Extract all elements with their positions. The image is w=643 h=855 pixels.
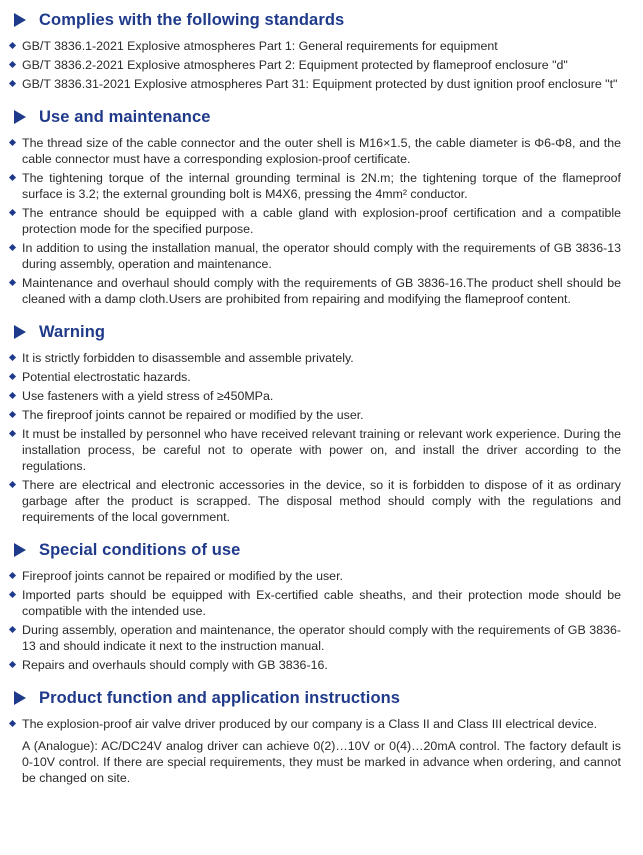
triangle-bullet-icon [14, 325, 26, 339]
list-item-text: Fireproof joints cannot be repaired or modified by the user. [22, 569, 343, 583]
bullet-list [8, 350, 621, 525]
list-item-text: The explosion-proof air valve driver produced by our company is a Class II and Class III electrical device. [22, 717, 598, 731]
list-item-text: Maintenance and overhaul should comply with the requirements of GB 3836-16.The product shell should be cleaned with a damp cloth.Users are prohibited from repairing and modifying the flameproof content. [22, 276, 621, 306]
bullet-list [8, 716, 621, 732]
diamond-bullet-icon [9, 209, 16, 216]
triangle-bullet-icon [14, 543, 26, 557]
section-heading [8, 320, 621, 344]
diamond-bullet-icon [9, 42, 16, 49]
section-heading [8, 538, 621, 562]
list-item-text: In addition to using the installation manual, the operator should comply with the requirements of GB 3836-13 during assembly, operation and maintenance. [22, 241, 621, 271]
analogue-description: A (Analogue): AC/DC24V analog driver can achieve 0(2)…10V or 0(4)…20mA control. The factory default is 0-10V control. If there are special requirements, they must be marked in advance when ordering, and cannot be changed on site. [22, 739, 621, 785]
bullet-list [8, 135, 621, 307]
list-item [8, 369, 621, 385]
bullet-list [8, 568, 621, 673]
list-item [8, 568, 621, 584]
diamond-bullet-icon [9, 373, 16, 380]
bullet-list [8, 38, 621, 92]
list-item [8, 275, 621, 307]
section-title: Product function and application instructions [39, 688, 401, 707]
list-item [8, 240, 621, 272]
list-item-text: The thread size of the cable connector and the outer shell is M16×1.5, the cable diameter is Φ6-Φ8, and the cable connector must have a corresponding explosion-proof certificate. [22, 136, 621, 166]
diamond-bullet-icon [9, 392, 16, 399]
list-item [8, 135, 621, 167]
triangle-bullet-icon [14, 110, 26, 124]
list-item-text: The tightening torque of the internal grounding terminal is 2N.m; the tightening torque of the flameproof surface is 3.2; the external grounding bolt is M4X6, pressing the 4mm² conductor. [22, 171, 621, 201]
section-product-function [8, 686, 621, 786]
diamond-bullet-icon [9, 80, 16, 87]
diamond-bullet-icon [9, 430, 16, 437]
section-heading [8, 105, 621, 129]
list-item [8, 622, 621, 654]
diamond-bullet-icon [9, 720, 16, 727]
diamond-bullet-icon [9, 61, 16, 68]
diamond-bullet-icon [9, 572, 16, 579]
diamond-bullet-icon [9, 411, 16, 418]
list-item-text: The fireproof joints cannot be repaired or modified by the user. [22, 408, 364, 422]
list-item [8, 76, 621, 92]
list-item [8, 407, 621, 423]
section-title: Warning [39, 322, 106, 341]
list-item-text: During assembly, operation and maintenance, the operator should comply with the requirements of GB 3836-13 and should indicate it next to the instruction manual. [22, 623, 621, 653]
list-item [8, 170, 621, 202]
list-item [8, 388, 621, 404]
section-special-conditions [8, 538, 621, 673]
triangle-bullet-icon [14, 13, 26, 27]
list-item [8, 350, 621, 366]
section-heading [8, 686, 621, 710]
section-heading [8, 8, 621, 32]
section-title: Special conditions of use [39, 540, 241, 559]
list-item-text: It is strictly forbidden to disassemble and assemble privately. [22, 351, 354, 365]
section-standards [8, 8, 621, 92]
triangle-bullet-icon [14, 691, 26, 705]
section-title: Complies with the following standards [39, 10, 345, 29]
diamond-bullet-icon [9, 244, 16, 251]
list-item [8, 716, 621, 732]
section-warning [8, 320, 621, 525]
list-item [8, 38, 621, 54]
list-item-text: Imported parts should be equipped with Ex-certified cable sheaths, and their protection mode should be compatible with the intended use. [22, 588, 621, 618]
list-item-text: There are electrical and electronic accessories in the device, so it is forbidden to dispose of it as ordinary garbage after the product is scrapped. The disposal method should comply with the regulations and requirements of the local government. [22, 478, 621, 524]
list-item [8, 657, 621, 673]
list-item-text: It must be installed by personnel who have received relevant training or relevant work experience. During the installation process, be careful not to operate with power on, and install the driver according to the regulations. [22, 427, 621, 473]
section-title: Use and maintenance [39, 107, 211, 126]
diamond-bullet-icon [9, 481, 16, 488]
diamond-bullet-icon [9, 174, 16, 181]
list-item-text: GB/T 3836.2-2021 Explosive atmospheres Part 2: Equipment protected by flameproof enclosure "d" [22, 58, 568, 72]
list-item-text: Use fasteners with a yield stress of ≥450MPa. [22, 389, 274, 403]
diamond-bullet-icon [9, 626, 16, 633]
list-item [8, 587, 621, 619]
list-item-text: Repairs and overhauls should comply with GB 3836-16. [22, 658, 328, 672]
list-item-text: Potential electrostatic hazards. [22, 370, 191, 384]
diamond-bullet-icon [9, 661, 16, 668]
list-item [8, 426, 621, 474]
diamond-bullet-icon [9, 279, 16, 286]
diamond-bullet-icon [9, 139, 16, 146]
list-item-text: The entrance should be equipped with a cable gland with explosion-proof certification and a compatible protection mode for the specified purpose. [22, 206, 621, 236]
list-item [8, 477, 621, 525]
list-item-text: GB/T 3836.31-2021 Explosive atmospheres Part 31: Equipment protected by dust ignition proof enclosure "t" [22, 77, 618, 91]
section-use-maintenance [8, 105, 621, 307]
list-item [8, 57, 621, 73]
list-item-text: GB/T 3836.1-2021 Explosive atmospheres Part 1: General requirements for equipment [22, 39, 498, 53]
list-item [8, 205, 621, 237]
diamond-bullet-icon [9, 591, 16, 598]
diamond-bullet-icon [9, 354, 16, 361]
